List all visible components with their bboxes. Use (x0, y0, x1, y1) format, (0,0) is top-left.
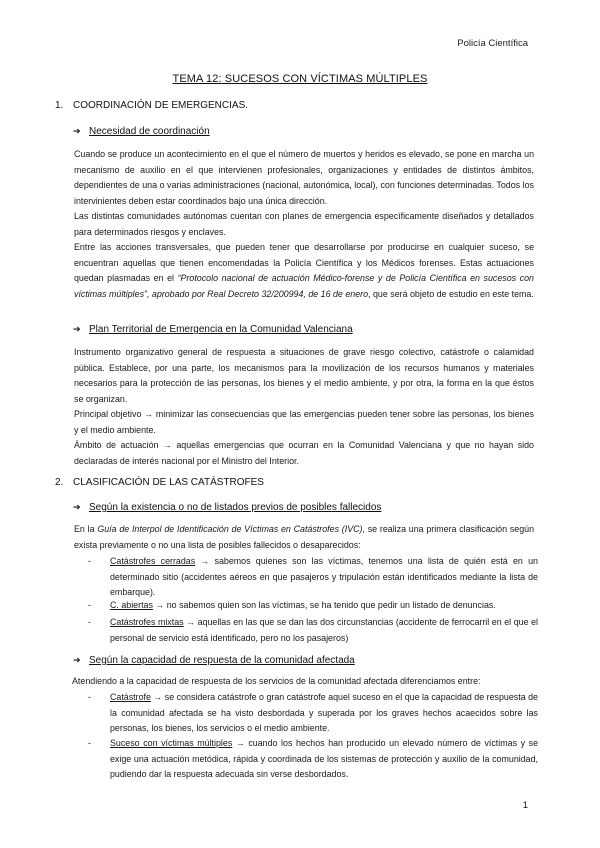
bullet-dash: - (88, 600, 91, 610)
subheading-label: Necesidad de coordinación (89, 126, 210, 137)
paragraph: Ámbito de actuación → aquellas emergencias que ocurran en la Comunidad Valenciana y que no hayan sido declaradas de interés nacional por el Ministro del Interior. (74, 440, 534, 466)
paragraph-text: En la (74, 524, 98, 534)
paragraph-text: , que será objeto de estudio en este tema. (368, 288, 534, 299)
subheading-coordination (73, 126, 210, 137)
paragraph: Instrumento organizativo general de respuesta a situaciones de grave riesgo colectivo, catástrofe o calamidad pública. Establece, por una parte, los mecanismos para la movilización de los recursos humanos y materiales necesarios para la protección de las personas, los bienes y el medio ambiente, y por otra, la forma en la que éstos se organizan. (74, 347, 534, 404)
section-number: 2. (55, 477, 64, 488)
list-desc: → sabemos quienes son las víctimas, tenemos una lista de quién está en un determinado sitio (accidentes aéreos en que pasajeros y tripulación están identificados mediante la lista de embarque). (110, 556, 538, 598)
paragraph: Las distintas comunidades autónomas cuentan con planes de emergencia específicamente diseñados y detallados para determinados riesgos y enclaves. (74, 211, 534, 237)
arrow-icon: ➔ (73, 655, 81, 665)
bullet-dash: - (88, 692, 91, 702)
list-item-text (110, 554, 538, 601)
list-term: Catástrofes mixtas (110, 617, 184, 627)
subheading-prior-lists (73, 502, 381, 513)
list-item-text (110, 598, 538, 614)
arrow-icon: ➔ (73, 502, 81, 512)
list-desc: → no sabemos quien son las víctimas, se ha tenido que pedir un listado de denuncias. (152, 600, 496, 610)
section-label: CLASIFICACIÓN DE LAS CATÁSTROFES (73, 477, 264, 488)
list-term: C. abiertas (110, 600, 153, 610)
bullet-dash: - (88, 556, 91, 566)
paragraph-text: Entre las acciones transversales, que pueden tener que desarrollarse por producirse en cualquier suceso, se encuentran aquellas que tienen encomendadas la Policía Científica y los Médicos forenses. Estas actuaciones quedan plasmadas en el (74, 242, 534, 284)
protocol-citation: “Protocolo nacional de actuación Médico-forense y de Policía Científica en sucesos con víctimas múltiples”, aprobado por Real Decreto 32/200994, de 16 de enero (74, 273, 534, 299)
paragraph-text: se realiza una primera clasificación según exista previamente o no una lista de posibles fallecidos o desaparecidos: (74, 524, 535, 550)
subheading-label: Plan Territorial de Emergencia en la Comunidad Valenciana (89, 324, 353, 335)
paragraph (74, 240, 534, 302)
paragraph: Atendiendo a la capacidad de respuesta de los servicios de la comunidad afectada diferenciamos entre: (72, 676, 481, 686)
section-number: 1. (55, 100, 64, 111)
bullet-dash: - (88, 617, 91, 627)
subheading-response-capacity (73, 655, 355, 666)
list-term: Catástrofes cerradas (110, 556, 196, 566)
list-desc: → se considera catástrofe o gran catástrofe aquel suceso en el que la capacidad de respuesta de la comunidad afectada se ha visto desbordada y superada por los graves hechos acaecidos sobre las personas, los bienes, los servicios o el medio ambiente. (110, 692, 538, 734)
list-term: Catástrofe (110, 692, 151, 702)
section-heading-1 (55, 100, 248, 111)
page-header: Policía Científica (457, 38, 528, 49)
paragraph (74, 522, 534, 553)
paragraph: Principal objetivo → minimizar las consecuencias que las emergencias pueden tener sobre las personas, los bienes y el medio ambiente. (74, 409, 534, 435)
subheading-label: Según la capacidad de respuesta de la comunidad afectada (89, 655, 355, 666)
interpol-guide-citation: Guía de Interpol de Identificación de Víctimas en Catástrofes (IVC), (97, 524, 365, 534)
list-item-text (110, 615, 538, 646)
arrow-icon: ➔ (73, 126, 81, 136)
page-title (0, 73, 600, 85)
title-text: SUCESOS CON VÍCTIMAS MÚLTIPLES (221, 73, 428, 85)
list-desc: → aquellas en las que se dan las dos circunstancias (accidente de ferrocarril en el que el personal de servicio está identificado, pero no los pasajeros) (110, 617, 538, 643)
list-term: Suceso con víctimas múltiples (110, 738, 233, 748)
section-heading-2 (55, 477, 264, 488)
subheading-label: Según la existencia o no de listados previos de posibles fallecidos (89, 502, 382, 513)
section-label: COORDINACIÓN DE EMERGENCIAS. (73, 100, 249, 111)
list-item-text (110, 736, 538, 783)
paragraph: Cuando se produce un acontecimiento en el que el número de muertos y heridos es elevado, se pone en marcha un mecanismo de auxilio en el que intervienen profesionales, organizaciones y entidades de distintos ámbitos, dependientes de una o varias administraciones (nacional, autonómica, local), con funciones determinadas. Todos los intervinientes deben estar coordinados bajo una única dirección. (74, 149, 534, 206)
bullet-dash: - (88, 738, 91, 748)
title-prefix: TEMA 12: (172, 73, 222, 85)
list-desc: → cuando los hechos han producido un elevado número de víctimas y se exige una actuación metódica, rápida y coordinada de los sistemas de protección y auxilio de la comunidad, pudiendo dar la respuesta adecuada sin verse desbordados. (110, 738, 539, 780)
subheading-territorial-plan (73, 324, 353, 335)
list-item-text (110, 690, 538, 737)
page-number: 1 (522, 800, 528, 811)
arrow-icon: ➔ (73, 324, 81, 334)
